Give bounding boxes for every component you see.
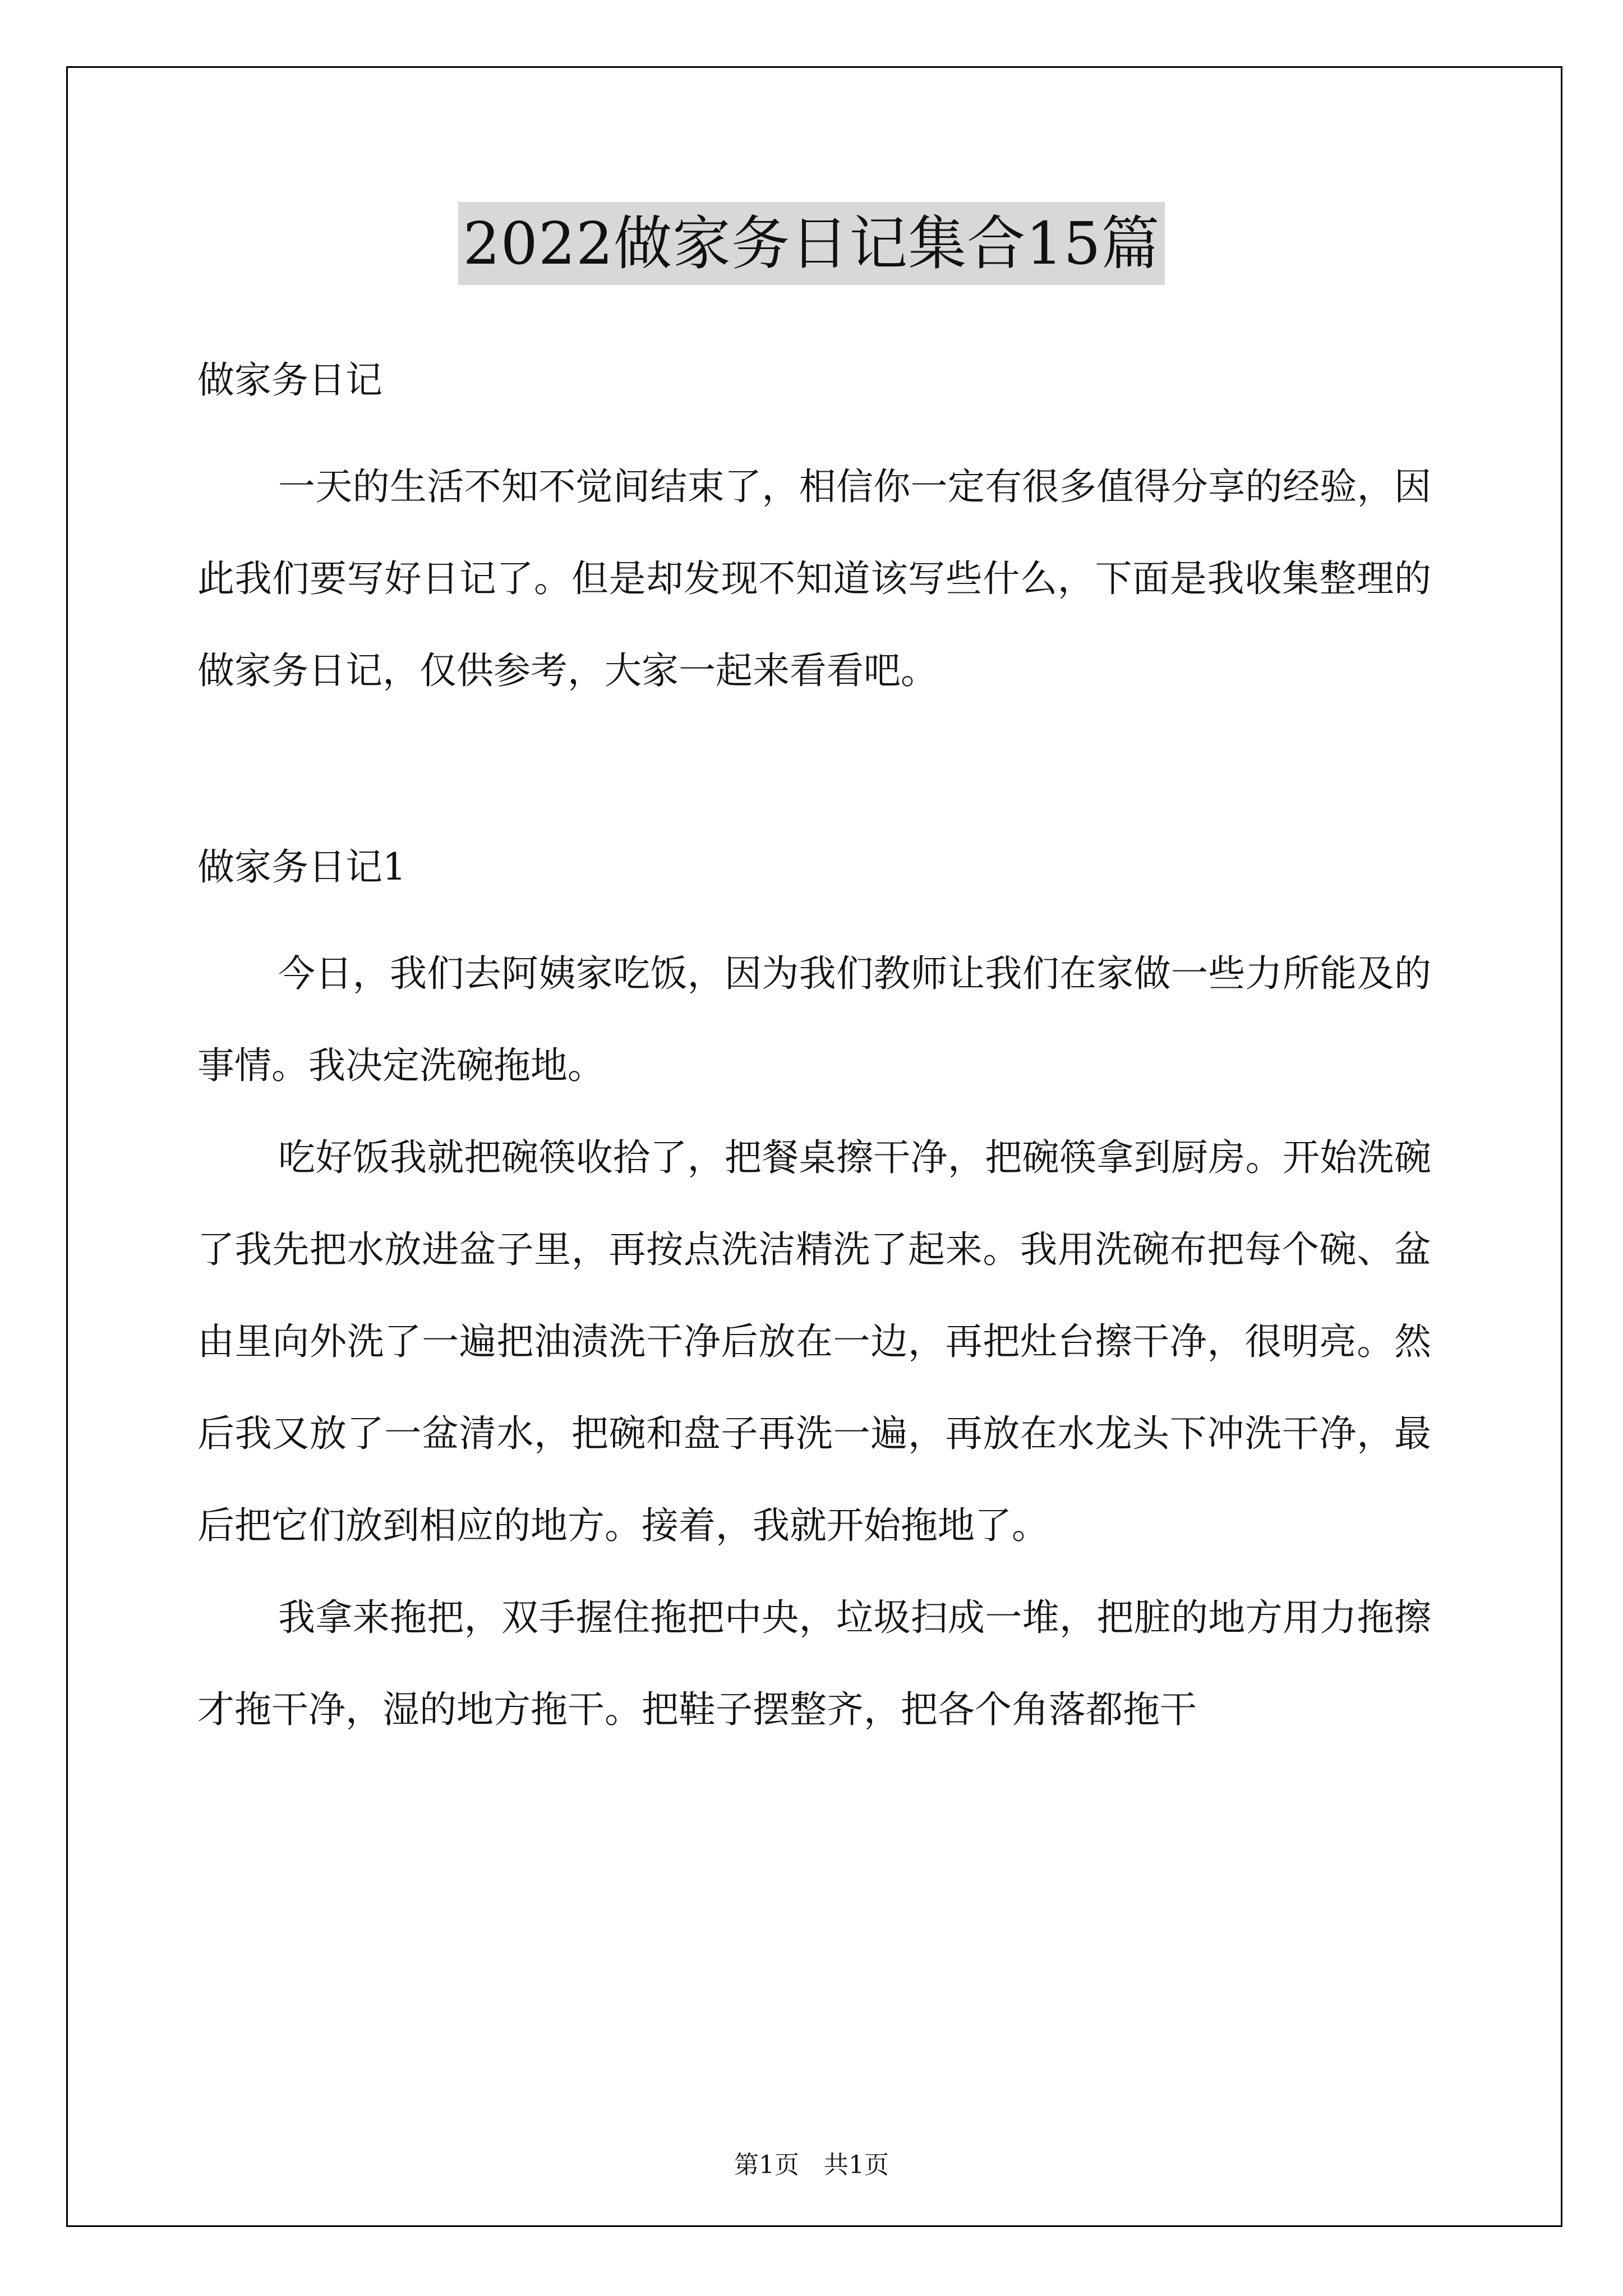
body-paragraph: 我拿来拖把，双手握住拖把中央，垃圾扫成一堆，把脏的地方用力拖擦才拖干净，湿的地方拖干。把鞋子摆整齐，把各个角落都拖干	[197, 1596, 1431, 1731]
body-paragraph: 吃好饭我就把碗筷收拾了，把餐桌擦干净，把碗筷拿到厨房。开始洗碗了我先把水放进盆子里，再按点洗洁精洗了起来。我用洗碗布把每个碗、盆由里向外洗了一遍把油渍洗干净后放在一边，再把灶台擦干净，很明亮。然后我又放了一盆清水，把碗和盘子再洗一遍，再放在水龙头下冲洗干净，最后把它们放到相应的地方。接着，我就开始拖地了。	[197, 1136, 1431, 1547]
spacer	[197, 911, 1431, 928]
intro-heading: 做家务日记	[197, 358, 382, 402]
spacer	[197, 424, 1431, 441]
spacer	[197, 717, 1431, 823]
intro-paragraph: 一天的生活不知不觉间结束了，相信你一定有很多值得分享的经验，因此我们要写好日记了。但是却发现不知道该写些什么，下面是我收集整理的做家务日记，仅供参考，大家一起来看看吧。	[197, 465, 1431, 692]
body-paragraph: 今日，我们去阿姨家吃饭，因为我们教师让我们在家做一些力所能及的事情。我决定洗碗拖地。	[197, 952, 1431, 1087]
page-footer: 第1页 共1页	[734, 2151, 889, 2179]
document-body	[197, 337, 1431, 1756]
section-heading: 做家务日记1	[197, 845, 406, 889]
document-title: 2022做家务日记集合15篇	[458, 202, 1164, 285]
title-container	[0, 202, 1623, 285]
